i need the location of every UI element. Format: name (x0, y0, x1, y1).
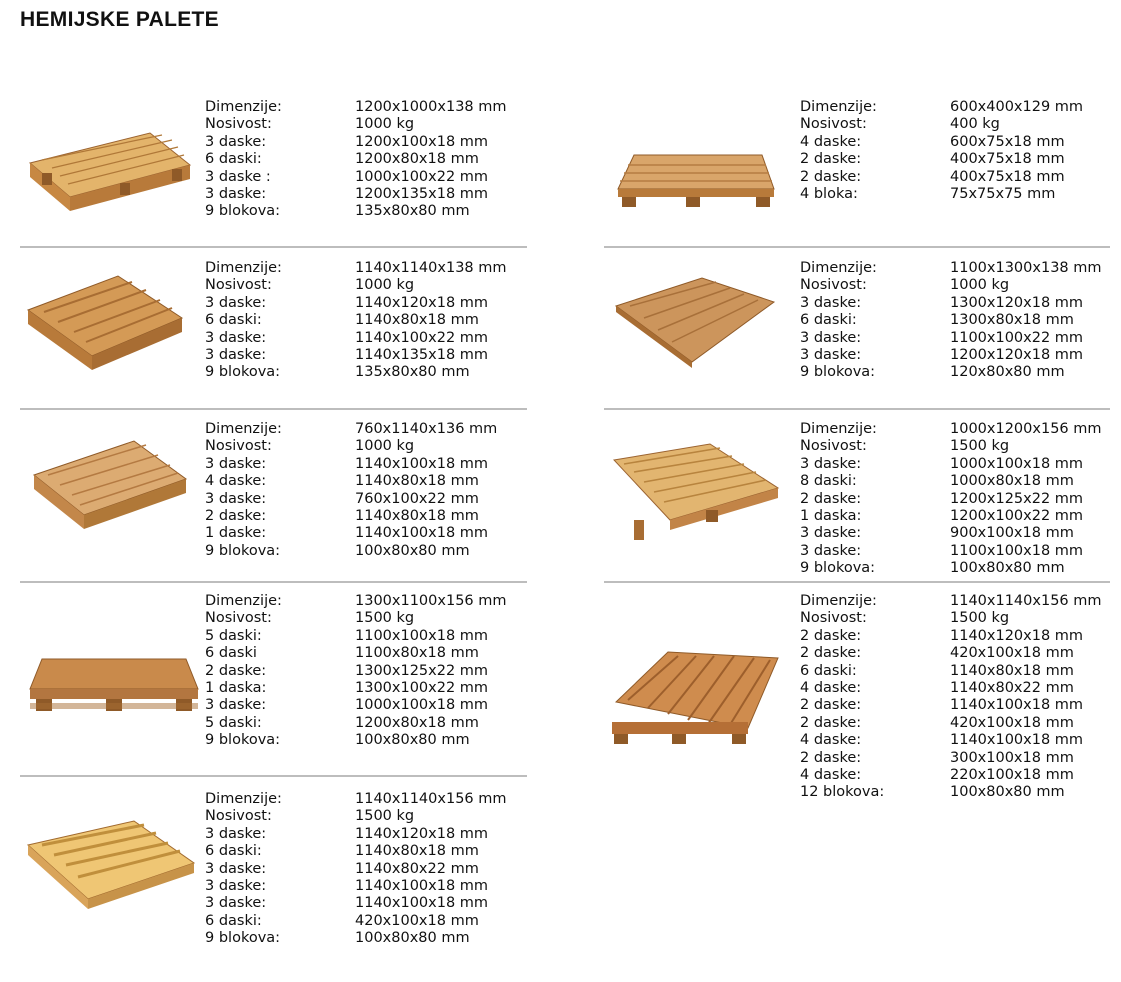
pallet-image (22, 125, 197, 235)
spec-label: Dimenzije: (800, 593, 877, 609)
spec-label: Nosivost: (800, 610, 867, 627)
spec-label: Nosivost: (205, 610, 272, 627)
spec-row (800, 628, 1102, 645)
spec-row (205, 895, 507, 912)
spec-label: 3 daske: (800, 525, 862, 542)
spec-value: 1140x120x18 mm (950, 627, 1084, 644)
spec-value: 400x75x18 mm (950, 168, 1065, 185)
spec-value: 1140x120x18 mm (355, 825, 489, 842)
spec-row (800, 697, 1102, 714)
spec-row (205, 697, 507, 714)
spec-row (800, 364, 1102, 381)
spec-value: 420x100x18 mm (950, 714, 1074, 731)
spec-row (205, 645, 507, 662)
spec-label: 6 daski: (205, 151, 262, 168)
spec-label: 6 daski: (205, 312, 262, 329)
section-divider (20, 408, 527, 410)
spec-value: 1000x1200x156 mm (950, 421, 1102, 437)
spec-label: Dimenzije: (800, 260, 877, 276)
spec-value: 1140x100x18 mm (355, 525, 489, 542)
spec-row (800, 116, 1083, 133)
spec-row (205, 260, 507, 277)
spec-row (205, 203, 507, 220)
spec-value: 1000x100x22 mm (355, 168, 489, 185)
pallet-image (26, 630, 201, 740)
pallet-image (612, 270, 787, 380)
pallet-image (608, 648, 783, 748)
spec-table (205, 99, 507, 221)
section-divider (20, 775, 527, 777)
pallet-image (610, 440, 785, 550)
spec-row (205, 715, 507, 732)
spec-table (205, 421, 497, 560)
spec-value: 1140x100x18 mm (355, 455, 489, 472)
spec-label: 3 daske: (205, 133, 267, 150)
spec-table (205, 791, 507, 948)
spec-value: 600x75x18 mm (950, 133, 1065, 150)
spec-row (800, 312, 1102, 329)
spec-value: 1000 kg (355, 116, 415, 133)
spec-value: 120x80x80 mm (950, 364, 1065, 381)
spec-label: 8 daski: (800, 473, 857, 490)
spec-row (205, 525, 497, 542)
spec-row (800, 732, 1102, 749)
spec-row (205, 347, 507, 364)
section-divider (604, 408, 1110, 410)
spec-value: 1200x1000x138 mm (355, 99, 507, 115)
spec-row (800, 784, 1102, 801)
spec-value: 1140x80x22 mm (950, 679, 1074, 696)
spec-row (205, 295, 507, 312)
spec-label: 9 blokova: (800, 560, 876, 577)
section-divider (20, 581, 527, 583)
spec-row (800, 438, 1102, 455)
spec-row (205, 732, 507, 749)
spec-table (800, 260, 1102, 382)
spec-value: 1140x1140x156 mm (355, 791, 507, 807)
spec-value: 420x100x18 mm (950, 645, 1074, 662)
spec-value: 1000 kg (355, 438, 415, 455)
spec-label: Nosivost: (800, 116, 867, 133)
spec-row (800, 645, 1102, 662)
spec-label: 3 daske: (205, 895, 267, 912)
spec-label: 3 daske: (205, 346, 267, 363)
spec-value: 1200x100x18 mm (355, 133, 489, 150)
pallet-image (612, 130, 787, 240)
spec-value: 1200x135x18 mm (355, 185, 489, 202)
spec-label: 2 daske: (800, 627, 862, 644)
spec-label: 6 daski: (800, 662, 857, 679)
spec-row (205, 99, 507, 116)
spec-label: Dimenzije: (205, 791, 282, 807)
spec-row (205, 508, 497, 525)
spec-label: 4 daske: (205, 473, 267, 490)
spec-row (205, 878, 507, 895)
spec-label: 3 daske: (205, 185, 267, 202)
spec-row (800, 421, 1102, 438)
spec-row (205, 843, 507, 860)
page-title: HEMIJSKE PALETE (20, 8, 219, 31)
spec-table (205, 260, 507, 382)
spec-value: 1300x100x22 mm (355, 679, 489, 696)
spec-label: Dimenzije: (800, 99, 877, 115)
spec-row (205, 151, 507, 168)
spec-row (800, 99, 1083, 116)
spec-value: 1500 kg (355, 610, 415, 627)
spec-value: 1140x100x18 mm (950, 697, 1084, 714)
spec-value: 1140x80x18 mm (355, 843, 479, 860)
spec-label: 4 daske: (800, 679, 862, 696)
spec-value: 100x80x80 mm (355, 732, 470, 749)
spec-label: 3 daske: (800, 455, 862, 472)
spec-value: 1100x1300x138 mm (950, 260, 1102, 276)
spec-row (205, 543, 497, 560)
spec-value: 1000x80x18 mm (950, 473, 1074, 490)
spec-row (205, 930, 507, 947)
spec-label: 3 daske: (800, 542, 862, 559)
spec-row (800, 491, 1102, 508)
spec-label: 9 blokova: (205, 364, 281, 381)
spec-row (205, 680, 507, 697)
pallet-image (30, 435, 205, 545)
section-divider (604, 581, 1110, 583)
spec-value: 1200x100x22 mm (950, 507, 1084, 524)
spec-row (205, 861, 507, 878)
spec-value: 420x100x18 mm (355, 912, 479, 929)
spec-row (205, 438, 497, 455)
spec-value: 1140x80x18 mm (950, 662, 1074, 679)
spec-row (800, 508, 1102, 525)
spec-value: 135x80x80 mm (355, 203, 470, 220)
spec-value: 100x80x80 mm (950, 560, 1065, 577)
spec-row (800, 456, 1102, 473)
spec-row (800, 543, 1102, 560)
spec-row (205, 364, 507, 381)
spec-value: 220x100x18 mm (950, 766, 1074, 783)
spec-label: 6 daski: (205, 843, 262, 860)
spec-label: 2 daske: (800, 645, 862, 662)
spec-value: 400 kg (950, 116, 1000, 133)
spec-value: 1000x100x18 mm (355, 697, 489, 714)
spec-row (800, 134, 1083, 151)
spec-row (800, 663, 1102, 680)
spec-row (205, 312, 507, 329)
spec-row (800, 186, 1083, 203)
spec-row (205, 791, 507, 808)
spec-row (205, 421, 497, 438)
spec-value: 1140x100x22 mm (355, 329, 489, 346)
spec-table (800, 99, 1083, 203)
spec-label: Dimenzije: (800, 421, 877, 437)
spec-label: Dimenzije: (205, 593, 282, 609)
spec-value: 1500 kg (950, 438, 1010, 455)
spec-row (800, 767, 1102, 784)
spec-label: 3 daske: (205, 294, 267, 311)
spec-label: 3 daske: (205, 490, 267, 507)
spec-table (800, 421, 1102, 578)
spec-label: Dimenzije: (205, 260, 282, 276)
spec-value: 1300x125x22 mm (355, 662, 489, 679)
spec-row (205, 116, 507, 133)
spec-label: 1 daska: (205, 679, 267, 696)
spec-label: 3 daske: (800, 294, 862, 311)
spec-row (800, 151, 1083, 168)
spec-label: Dimenzije: (205, 421, 282, 437)
spec-row (800, 277, 1102, 294)
pallet-image (22, 270, 197, 380)
spec-label: 4 bloka: (800, 185, 858, 202)
spec-value: 1300x120x18 mm (950, 294, 1084, 311)
spec-label: 4 daske: (800, 732, 862, 749)
spec-row (205, 473, 497, 490)
spec-label: 3 daske: (205, 697, 267, 714)
spec-row (205, 913, 507, 930)
spec-value: 760x1140x136 mm (355, 421, 498, 437)
spec-label: 2 daske: (800, 168, 862, 185)
spec-label: 2 daske: (205, 662, 267, 679)
spec-label: 2 daske: (800, 697, 862, 714)
spec-value: 1140x120x18 mm (355, 294, 489, 311)
spec-label: 2 daske: (800, 714, 862, 731)
spec-value: 1140x1140x138 mm (355, 260, 507, 276)
spec-row (205, 593, 507, 610)
spec-label: 3 daske: (205, 860, 267, 877)
spec-label: 6 daski: (205, 912, 262, 929)
spec-row (800, 593, 1102, 610)
spec-row (800, 473, 1102, 490)
spec-row (205, 169, 507, 186)
spec-row (205, 808, 507, 825)
spec-label: 12 blokova: (800, 784, 885, 801)
spec-value: 1140x1140x156 mm (950, 593, 1102, 609)
spec-row (800, 347, 1102, 364)
spec-row (800, 169, 1083, 186)
spec-row (800, 330, 1102, 347)
spec-value: 600x400x129 mm (950, 99, 1084, 115)
spec-value: 1500 kg (950, 610, 1010, 627)
spec-row (800, 750, 1102, 767)
spec-row (205, 186, 507, 203)
spec-row (205, 330, 507, 347)
spec-label: Nosivost: (800, 277, 867, 294)
spec-label: 9 blokova: (205, 930, 281, 947)
spec-value: 1140x80x18 mm (355, 507, 479, 524)
spec-label: 9 blokova: (205, 203, 281, 220)
spec-label: Nosivost: (205, 438, 272, 455)
spec-row (205, 628, 507, 645)
spec-row (800, 610, 1102, 627)
spec-label: 4 daske: (800, 133, 862, 150)
spec-row (205, 456, 497, 473)
spec-value: 100x80x80 mm (355, 542, 470, 559)
spec-label: Nosivost: (205, 277, 272, 294)
spec-value: 75x75x75 mm (950, 185, 1056, 202)
spec-value: 1300x80x18 mm (950, 312, 1074, 329)
spec-value: 1100x100x22 mm (950, 329, 1084, 346)
spec-value: 1200x80x18 mm (355, 714, 479, 731)
spec-label: Nosivost: (205, 116, 272, 133)
spec-label: 2 daske: (205, 507, 267, 524)
spec-value: 1000x100x18 mm (950, 455, 1084, 472)
spec-label: 9 blokova: (205, 542, 281, 559)
spec-label: 2 daske: (800, 151, 862, 168)
spec-row (800, 260, 1102, 277)
spec-label: 5 daski: (205, 627, 262, 644)
spec-value: 1100x100x18 mm (355, 627, 489, 644)
spec-value: 135x80x80 mm (355, 364, 470, 381)
spec-label: 2 daske: (800, 749, 862, 766)
spec-value: 100x80x80 mm (355, 930, 470, 947)
spec-label: Nosivost: (205, 808, 272, 825)
spec-label: Nosivost: (800, 438, 867, 455)
spec-label: 1 daska: (800, 507, 862, 524)
spec-value: 1200x125x22 mm (950, 490, 1084, 507)
spec-value: 1140x100x18 mm (950, 732, 1084, 749)
spec-value: 1100x100x18 mm (950, 542, 1084, 559)
pallet-image (24, 810, 199, 920)
spec-label: 3 daske: (800, 346, 862, 363)
spec-label: 3 daske: (205, 455, 267, 472)
spec-value: 400x75x18 mm (950, 151, 1065, 168)
spec-value: 1140x100x18 mm (355, 877, 489, 894)
spec-value: 1200x120x18 mm (950, 346, 1084, 363)
spec-value: 1000 kg (950, 277, 1010, 294)
spec-row (205, 277, 507, 294)
spec-row (800, 560, 1102, 577)
spec-value: 100x80x80 mm (950, 784, 1065, 801)
spec-value: 760x100x22 mm (355, 490, 479, 507)
spec-label: 6 daski: (800, 312, 857, 329)
spec-row (205, 134, 507, 151)
spec-label: 3 daske : (205, 168, 271, 185)
spec-label: 3 daske: (800, 329, 862, 346)
spec-value: 1140x100x18 mm (355, 895, 489, 912)
spec-label: 5 daski: (205, 714, 262, 731)
section-divider (604, 246, 1110, 248)
spec-table (205, 593, 507, 750)
spec-row (800, 715, 1102, 732)
spec-row (205, 491, 497, 508)
spec-row (205, 610, 507, 627)
spec-table (800, 593, 1102, 802)
spec-label: 3 daske: (205, 825, 267, 842)
spec-label: 4 daske: (800, 766, 862, 783)
spec-value: 1000 kg (355, 277, 415, 294)
spec-row (800, 525, 1102, 542)
spec-value: 1100x80x18 mm (355, 645, 479, 662)
spec-label: 3 daske: (205, 329, 267, 346)
spec-row (205, 826, 507, 843)
spec-value: 1140x80x18 mm (355, 473, 479, 490)
section-divider (20, 246, 527, 248)
spec-row (800, 295, 1102, 312)
spec-label: 9 blokova: (205, 732, 281, 749)
spec-row (800, 680, 1102, 697)
spec-value: 1140x135x18 mm (355, 346, 489, 363)
spec-value: 1500 kg (355, 808, 415, 825)
spec-value: 1140x80x18 mm (355, 312, 479, 329)
spec-value: 900x100x18 mm (950, 525, 1074, 542)
spec-label: 9 blokova: (800, 364, 876, 381)
spec-label: 2 daske: (800, 490, 862, 507)
spec-label: 3 daske: (205, 877, 267, 894)
spec-value: 1140x80x22 mm (355, 860, 479, 877)
spec-value: 1300x1100x156 mm (355, 593, 507, 609)
spec-row (205, 663, 507, 680)
spec-label: Dimenzije: (205, 99, 282, 115)
spec-label: 1 daske: (205, 525, 267, 542)
spec-value: 1200x80x18 mm (355, 151, 479, 168)
spec-label: 6 daski (205, 645, 257, 662)
spec-value: 300x100x18 mm (950, 749, 1074, 766)
